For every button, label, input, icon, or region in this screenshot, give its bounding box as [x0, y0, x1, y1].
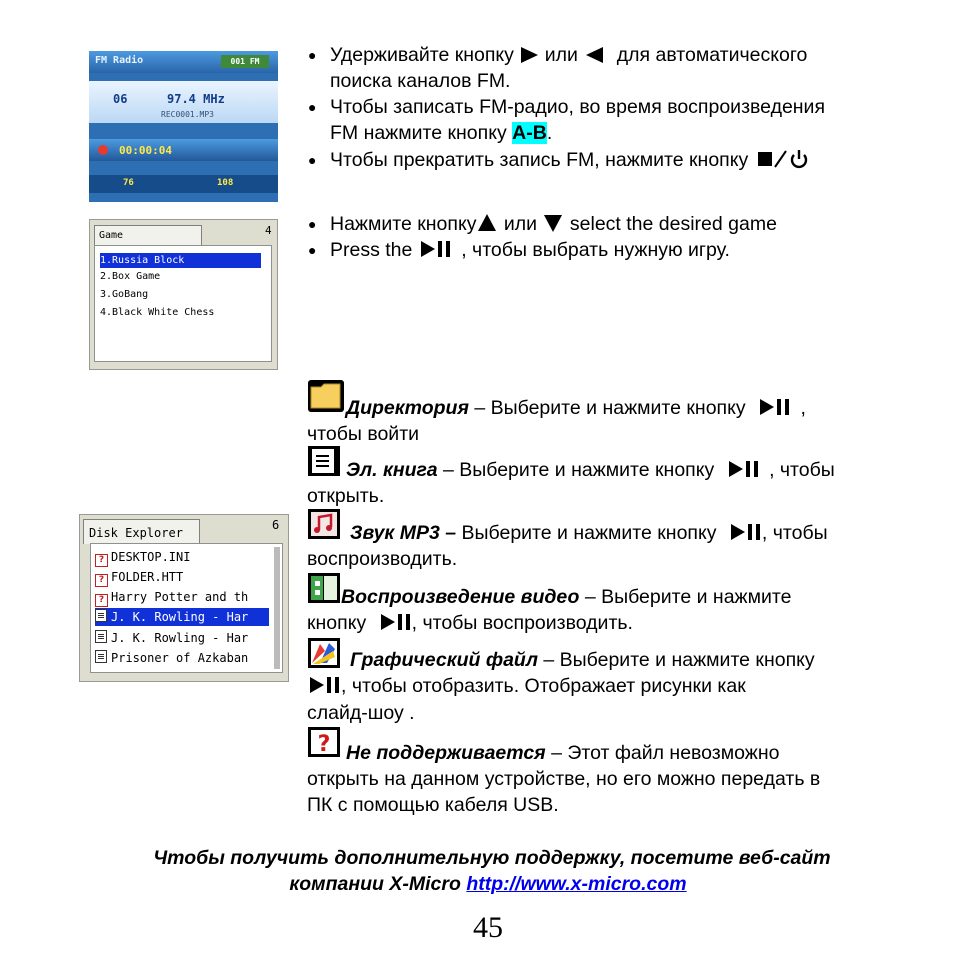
- type-unsupported-line2: открыть на данном устройстве, но его можно передать в: [307, 768, 821, 790]
- play-pause-icon: [378, 612, 412, 632]
- game-item[interactable]: 4.Black White Chess: [100, 307, 215, 318]
- type-image-desc: – Выберите и нажмите кнопку: [537, 649, 815, 671]
- explorer-item-label: DESKTOP.INI: [111, 550, 191, 564]
- explorer-item-label: J. K. Rowling - Har: [111, 610, 249, 624]
- bullet-dot: ●: [308, 242, 317, 258]
- unsupported-file-icon: ?: [95, 554, 108, 567]
- fm-radio-screenshot: [89, 51, 278, 202]
- game-b2-text: Press the: [330, 239, 413, 261]
- down-triangle-icon: [542, 213, 564, 233]
- bullet-dot: ●: [308, 152, 317, 168]
- type-directory-desc: – Выберите и нажмите кнопку: [468, 397, 746, 419]
- explorer-item[interactable]: [95, 650, 248, 665]
- fm-b2-dot: .: [546, 122, 553, 144]
- fm-scale-right: 108: [217, 178, 234, 188]
- fm-b3-text: Чтобы прекратить запись FM, нажмите кнопку: [330, 149, 749, 171]
- right-triangle-icon: [519, 46, 539, 64]
- type-video-line1: [341, 584, 791, 610]
- type-directory-name: Директория: [346, 397, 469, 419]
- type-ebook-tail: , чтобы: [769, 459, 835, 481]
- page-number: 45: [473, 911, 503, 944]
- game-b1-text: Нажмите кнопку: [330, 213, 477, 235]
- type-mp3-line2: воспроизводить.: [307, 548, 458, 570]
- fm-b1-tail: для автоматического: [616, 44, 808, 66]
- fm-b2-text2: FM нажмите кнопку: [330, 122, 507, 144]
- game-item-selected[interactable]: 1.Russia Block: [100, 253, 261, 268]
- game-page-number: 4: [265, 224, 272, 237]
- explorer-item-label: J. K. Rowling - Har: [111, 631, 249, 645]
- fm-b1-or: или: [544, 44, 578, 66]
- explorer-item[interactable]: [95, 570, 183, 587]
- explorer-item-selected[interactable]: [95, 608, 269, 626]
- type-video-line2: [307, 610, 633, 636]
- game-bullet-2: [308, 237, 730, 263]
- bullet-dot: ●: [308, 99, 317, 115]
- explorer-title: Disk Explorer: [89, 526, 183, 540]
- type-unsupported-desc: – Этот файл невозможно: [545, 742, 780, 764]
- stop-power-icon: [754, 149, 812, 169]
- type-image-text: , чтобы отобразить. Отображает рисунки как: [341, 675, 746, 697]
- fm-channel: 06: [113, 92, 128, 106]
- fm-bullet-1-line2: поиска каналов FM.: [330, 70, 511, 92]
- explorer-item[interactable]: [95, 590, 248, 607]
- game-item[interactable]: 3.GoBang: [100, 289, 149, 300]
- type-ebook-line2: открыть.: [307, 485, 385, 507]
- play-pause-icon: [728, 522, 762, 542]
- fm-bullet-2-line2: [330, 120, 552, 146]
- type-video-desc: – Выберите и нажмите: [579, 586, 792, 608]
- fm-record-time: 00:00:04: [119, 144, 172, 157]
- support-note-line1: Чтобы получить дополнительную поддержку, посетите веб-сайт: [153, 847, 831, 869]
- explorer-item-label: Prisoner of Azkaban: [111, 651, 249, 665]
- disk-explorer-screenshot: [79, 514, 289, 682]
- fm-record-file: REC0001.MP3: [161, 110, 214, 119]
- bullet-dot: ●: [308, 47, 317, 63]
- up-triangle-icon: [476, 213, 498, 233]
- support-link[interactable]: http://www.x-micro.com: [466, 873, 687, 895]
- type-mp3-desc: Выберите и нажмите кнопку: [456, 522, 717, 544]
- text-file-icon: [95, 650, 107, 663]
- fm-b2-text: Чтобы записать FM-радио, во время воспроизведения: [330, 96, 826, 118]
- fm-bullet-3: [308, 147, 812, 173]
- type-mp3-line1: [350, 520, 828, 546]
- fm-record-band: [89, 139, 278, 161]
- unsupported-file-icon: [307, 726, 341, 758]
- game-b1-or: или: [503, 213, 538, 235]
- ebook-icon: [307, 445, 341, 477]
- play-pause-icon: [726, 459, 764, 479]
- fm-title: FM Radio: [95, 55, 144, 66]
- type-image-line1: [350, 647, 815, 673]
- text-file-icon: [95, 609, 107, 622]
- type-video-name: Воспроизведение видео: [341, 586, 580, 608]
- game-screenshot: [89, 219, 278, 370]
- type-image-name: Графический файл: [350, 649, 538, 671]
- type-ebook-name: Эл. книга: [346, 459, 438, 481]
- type-video-text: кнопку: [307, 612, 367, 634]
- support-note-line2: [0, 871, 954, 897]
- type-unsupported-line1: [346, 740, 779, 766]
- game-b2-tail: , чтобы выбрать нужную игру.: [461, 239, 730, 261]
- explorer-page-number: 6: [272, 518, 280, 532]
- fm-frequency: 97.4 MHz: [167, 92, 225, 106]
- type-directory-line2: чтобы войти: [307, 423, 420, 445]
- game-title-tab: [94, 225, 202, 246]
- play-pause-icon: [418, 239, 456, 259]
- video-file-icon: [307, 572, 341, 604]
- fm-scale-left: 76: [123, 178, 134, 188]
- explorer-item[interactable]: [95, 630, 248, 645]
- explorer-item[interactable]: [95, 550, 190, 567]
- support-company: компании X-Micro: [289, 873, 461, 895]
- record-dot-icon: [98, 145, 108, 155]
- game-b1-tail: select the desired game: [569, 213, 777, 235]
- type-ebook-line1: [346, 457, 835, 483]
- game-title: Game: [99, 230, 124, 241]
- svg-text:?: ?: [317, 732, 331, 757]
- ab-key-label: A-B: [512, 122, 547, 144]
- fm-bullet-2: [308, 94, 826, 120]
- type-directory-comma: ,: [800, 397, 806, 419]
- left-triangle-icon: [583, 46, 611, 64]
- type-mp3-name: Звук MP3 –: [350, 522, 457, 544]
- play-pause-icon: [757, 397, 795, 417]
- fm-bullet-1: [308, 42, 920, 68]
- type-unsupported-name: Не поддерживается: [346, 742, 546, 764]
- bullet-dot: ●: [308, 216, 317, 232]
- explorer-item-label: Harry Potter and th: [111, 590, 249, 604]
- image-file-icon: [307, 637, 341, 669]
- game-bullet-1: [308, 211, 777, 237]
- explorer-title-tab: [83, 519, 200, 544]
- type-mp3-tail: , чтобы: [761, 522, 828, 544]
- unsupported-file-icon: ?: [95, 574, 108, 587]
- explorer-item-label: FOLDER.HTT: [111, 570, 184, 584]
- text-file-icon: [95, 630, 107, 643]
- folder-icon: [307, 379, 345, 413]
- explorer-scrollbar[interactable]: [274, 547, 280, 669]
- type-ebook-desc: – Выберите и нажмите кнопку: [437, 459, 715, 481]
- music-file-icon: [307, 508, 341, 540]
- play-pause-icon: [307, 675, 341, 695]
- fm-scale-band: [89, 175, 278, 193]
- type-directory-line1: [346, 395, 806, 421]
- type-image-line2: [307, 673, 746, 699]
- fm-tag: 001 FM: [221, 55, 269, 68]
- type-unsupported-line3: ПК с помощью кабеля USB.: [307, 794, 559, 816]
- fm-b1-text: Удерживайте кнопку: [330, 44, 514, 66]
- game-item[interactable]: 2.Box Game: [100, 271, 161, 282]
- unsupported-file-icon: ?: [95, 594, 108, 607]
- type-image-line3: слайд-шоу .: [307, 702, 415, 724]
- type-video-tail: , чтобы воспроизводить.: [411, 612, 633, 634]
